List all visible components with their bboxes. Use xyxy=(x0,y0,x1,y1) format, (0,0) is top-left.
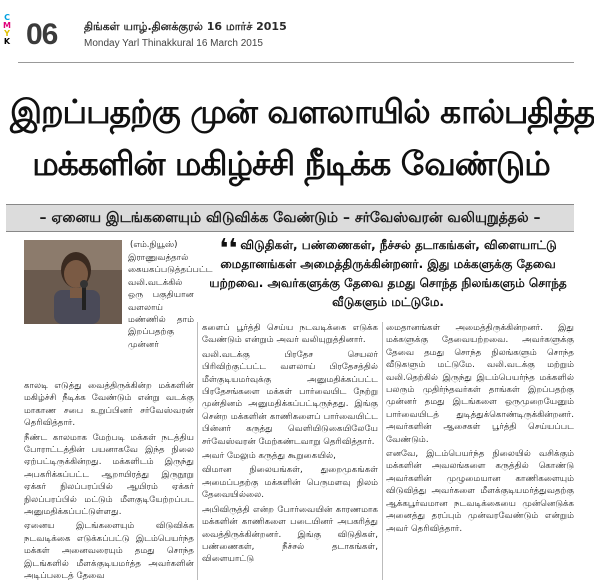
paragraph: விமான நிலையங்கள், துறைமுகங்கள் அமைப்பதற்கு மக்களின் பெருமளவு நிலம் தேவையில்லை. xyxy=(202,465,378,501)
paragraph: களைப் பூர்த்தி செய்ய நடவடிக்கை எடுக்க வேண்டும் என்றும் அவர் வலியுறுத்தினார். xyxy=(202,323,378,346)
byline: (எம்.நியூஸ்) xyxy=(130,240,178,250)
column-divider xyxy=(382,322,383,580)
sub-headline-deck: – ஏனைய இடங்களையும் விடுவிக்க வேண்டும் – சர்வேஸ்வரன் வலியுறுத்தல் – xyxy=(6,204,574,232)
header-divider xyxy=(18,62,574,63)
column-1-bottom xyxy=(24,380,194,580)
column-divider xyxy=(197,322,198,580)
paragraph: நீண்ட காலமாக மேற்படி மக்கள் நடத்திய போராட்டத்தின் பயனாகவே இந்த நிலை ஏற்பட்டிருக்கின்றது. மக்களிடம் இருந்து அபகரிக்கப்பட்ட ஆறாயிரத்து இருநூறு ஏக்கர் நிலப்பரப்பில் ஆயிரம் ஏக்கர் நிலப்பரப்பில் மட்டும் மீளகுடியேற்றப்பட அனுமதிக்கப்பட்டுள்ளது. xyxy=(24,432,194,518)
pull-quote xyxy=(206,236,570,312)
reg-mark-k: K xyxy=(3,37,11,46)
date-line-tamil: திங்கள் யாழ்.தினக்குரல் 16 மார்ச் 2015 xyxy=(84,20,287,33)
headline-line-2: மக்களின் மகிழ்ச்சி நீடிக்க வேண்டும் xyxy=(32,144,550,183)
paragraph: மைதானங்கள் அமைத்திருக்கின்றனர். இது மக்களுக்கு தேவையற்றவை. அவர்களுக்கு தேவை தமது சொந்த நிலங்களும் சொந்த வீடுகளும் மட்டுமே. வலி.வடக்கு மற்றும் வலி.தெற்கில் இருந்து இடம்பெயர்ந்த மக்களில் பலரும் முதிர்ந்தவர்கள் தாங்கள் இறப்பதற்கு முன்னர் தமது இடங்களை ஒருமுறையேனும் பார்வையிடத் துடித்துக்கொண்டிருக்கின்றனர். அவர்களின் ஆசைகள் பூர்த்தி செய்யப்பட வேண்டும். xyxy=(386,323,574,445)
reg-mark-c: C xyxy=(4,13,10,22)
paragraph: அபிவிருத்தி என்ற போர்வையின் காரணமாக மக்களின் காணிகளை படையினர் அபகரித்து வைத்திருக்கின்றனர். இங்கு விடுதிகள், பண்ணைகள், நீச்சல் தடாகங்கள், விளையாட்டு xyxy=(202,504,378,565)
column-1-top xyxy=(128,252,213,380)
paragraph: எனவே, இடம்பெயர்ந்த நிலையில் வசிக்கும் மக்களின் அவலங்களை கருத்தில் கொண்டு அவர்களின் முழுமையான காணிகளையும் விடுவித்து அவர்களை மீளக்குடியமர்த்துவதற்கு ஆக்கபூர்வமான நடவடிக்கையை முன்னெடுக்க அனைத்து தரப்பும் முன்வரவேண்டும் என்றும் அவர் தெரிவித்தார். xyxy=(386,449,574,534)
page-number: 06 xyxy=(26,18,58,51)
date-line-english: Monday Yarl Thinakkural 16 March 2015 xyxy=(84,38,263,49)
headline-line-1: இறப்பதற்கு முன் வளலாயில் கால்பதித்த xyxy=(10,92,594,131)
paragraph: வலி.வடக்கு பிரதேச செயலர் பிரிவிற்குட்பட்ட வளலாய் பிரதேசத்தில் மீள்குடியமர்வுக்கு அனுமதிக்கப்பட்ட பிரதேசங்களை மக்கள் பார்வையிட நேற்று முன்தினம் அனுமதிக்கப்பட்டிருந்தது. இங்கு சென்ற மக்களின் காணிகளைப் பார்வையிட்ட பின்னர் கருத்து வெளியிடுகையிலேயே சர்வேஸ்வரன் மேற்கண்டவாறு தெரிவித்தார். xyxy=(202,349,378,447)
reg-mark-m: M xyxy=(3,21,11,30)
column-2 xyxy=(202,322,378,580)
paragraph: அவர் மேலும் கருத்து கூறுகையில், xyxy=(202,451,336,462)
paragraph: ஏனைய இடங்களையும் விடுவிக்க நடவடிக்கை எடுக்கப்பட்டு இடம்பெயர்ந்த மக்கள் அனைவரையும் தமது சொந்த இடங்களில் மீளக்குடியமர்த்த அவர்களின் அடிப்படைத் தேவை xyxy=(24,521,194,582)
speaker-photo-illustration xyxy=(24,240,122,324)
reg-mark-y: Y xyxy=(4,29,10,38)
color-registration-marks xyxy=(2,14,12,46)
paragraph: காலடி எடுத்து வைத்திருக்கின்ற மக்களின் மகிழ்ச்சி நீடிக்க வேண்டும் என்று வடக்கு மாகாண சபை உறுப்பினர் சர்வேஸ்வரன் தெரிவித்தார். xyxy=(24,381,194,429)
speaker-photo xyxy=(24,240,122,324)
paragraph: இராணுவத்தால் கையகப்படுத்தப்பட்ட வலி.வடக்கில் ஒரு பகுதியான வளலாய் மண்ணில் தாம் இறப்பதற்கு முன்னர் xyxy=(128,253,213,350)
quote-mark-icon: ❛❛ xyxy=(219,234,238,264)
pull-quote-text: விடுதிகள், பண்ணைகள், நீச்சல் தடாகங்கள், விளையாட்டு மைதானங்கள் அமைத்திருக்கின்றனர். இது மக்களுக்கு தேவை யற்றவை. அவர்களுக்கு தேவை தமது சொந்த நிலங்களும் சொந்த வீடுகளும் மட்டுமே. xyxy=(209,238,567,309)
column-3 xyxy=(386,322,574,580)
